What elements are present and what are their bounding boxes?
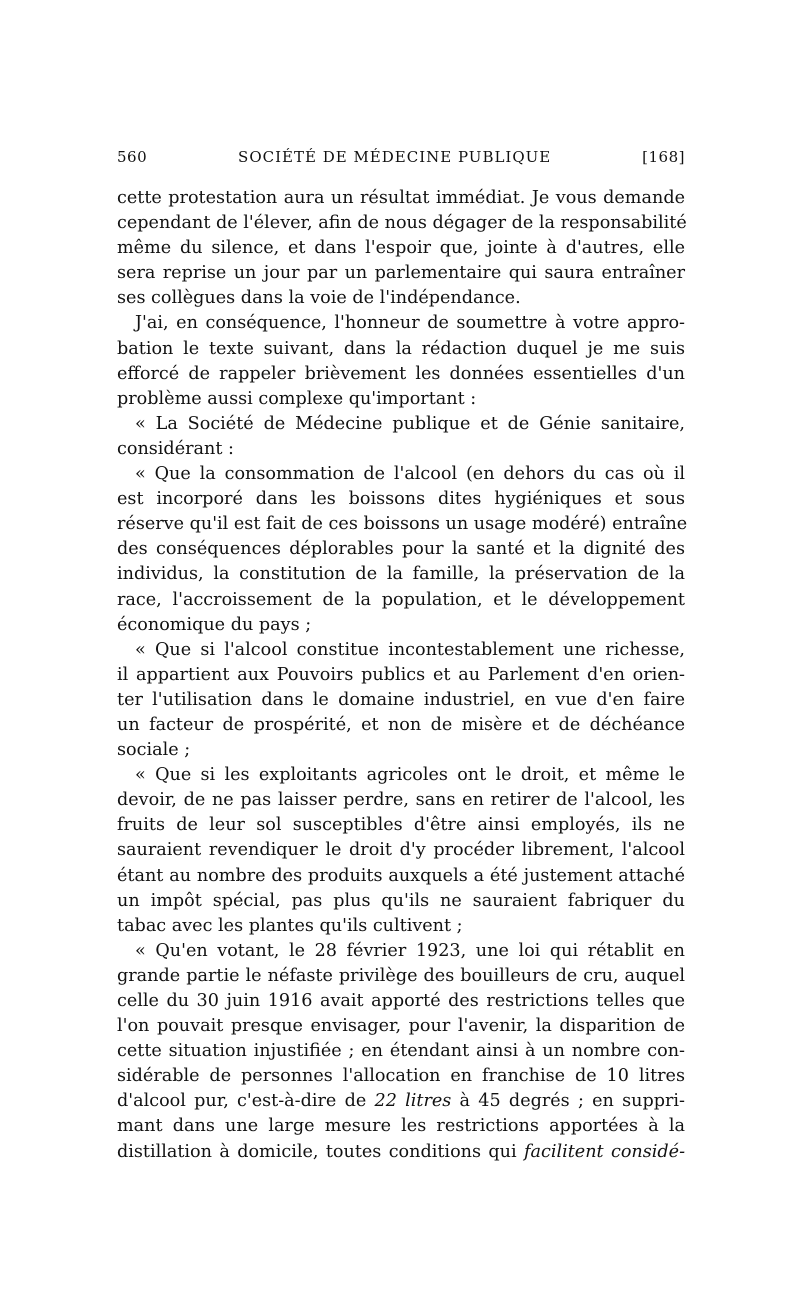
text-line: mant dans une large mesure les restrictions apportées à la bbox=[117, 1116, 685, 1137]
text-line: ses collègues dans la voie de l'indépendance. bbox=[117, 288, 521, 309]
text-segment: d'alcool pur, c'est-à-dire de bbox=[117, 1091, 367, 1112]
text-line: celle du 30 juin 1916 avait apporté des restrictions telles que bbox=[117, 991, 685, 1011]
text-line: efforcé de rappeler brièvement les données essentielles d'un bbox=[117, 363, 685, 384]
text-segment: à 45 degrés ; en suppri- bbox=[451, 1091, 685, 1112]
text-line-mixed bbox=[117, 1140, 685, 1165]
running-head bbox=[117, 148, 685, 172]
text-line: « Que la consommation de l'alcool (en dehors du cas où il bbox=[135, 464, 685, 485]
page-number: 560 bbox=[117, 148, 148, 166]
book-page bbox=[117, 148, 688, 1165]
text-line: un facteur de prospérité, et non de misère et de déchéance bbox=[117, 714, 685, 735]
text-line: J'ai, en conséquence, l'honneur de soumettre à votre appro- bbox=[135, 313, 685, 334]
text-line: « Que si l'alcool constitue incontestablement une richesse, bbox=[135, 639, 685, 660]
text-line: fruits de leur sol susceptibles d'être ainsi employés, ils ne bbox=[117, 815, 685, 836]
text-line: même du silence, et dans l'espoir que, jointe à d'autres, elle bbox=[117, 238, 685, 259]
text-line: l'on pouvait presque envisager, pour l'avenir, la disparition de bbox=[117, 1016, 685, 1037]
text-line: est incorporé dans les boissons dites hygiéniques et sous bbox=[117, 489, 685, 510]
text-line: économique du pays ; bbox=[117, 614, 312, 635]
text-line-mixed bbox=[117, 1089, 685, 1114]
body-text bbox=[117, 186, 688, 1165]
running-title: SOCIÉTÉ DE MÉDECINE PUBLIQUE bbox=[238, 148, 552, 166]
bracket-page-number: [168] bbox=[642, 148, 685, 166]
italic-segment: facilitent considé- bbox=[523, 1141, 686, 1162]
text-line: sera reprise un jour par un parlementaire qui saura entraîner bbox=[117, 263, 685, 284]
text-line: individus, la constitution de la famille, la préservation de la bbox=[117, 564, 685, 585]
text-line: ter l'utilisation dans le domaine industriel, en vue d'en faire bbox=[117, 689, 685, 710]
text-line: il appartient aux Pouvoirs publics et au Parlement d'en orien- bbox=[117, 664, 685, 685]
text-line: cette protestation aura un résultat immédiat. Je vous demande bbox=[117, 188, 685, 208]
text-line: un impôt spécial, pas plus qu'ils ne sauraient fabriquer du bbox=[117, 890, 685, 911]
text-segment: distillation à domicile, toutes conditions qui bbox=[117, 1141, 517, 1162]
text-line: étant au nombre des produits auxquels a été justement attaché bbox=[117, 865, 685, 886]
text-line: sociale ; bbox=[117, 740, 191, 761]
text-line: « Qu'en votant, le 28 février 1923, une loi qui rétablit en bbox=[135, 940, 685, 961]
text-line: considérant : bbox=[117, 438, 234, 459]
text-line: race, l'accroissement de la population, et le développement bbox=[117, 589, 685, 610]
text-line: réserve qu'il est fait de ces boissons un usage modéré) entraîne bbox=[117, 514, 688, 535]
text-line: cette situation injustifiée ; en étendant ainsi à un nombre con- bbox=[117, 1041, 685, 1062]
italic-segment: 22 litres bbox=[374, 1091, 452, 1112]
text-line: cependant de l'élever, afin de nous dégager de la responsabilité bbox=[117, 213, 687, 234]
text-line: des conséquences déplorables pour la santé et la dignité des bbox=[117, 539, 685, 560]
text-line: devoir, de ne pas laisser perdre, sans en retirer de l'alcool, les bbox=[117, 790, 685, 811]
text-line: « Que si les exploitants agricoles ont le droit, et même le bbox=[135, 765, 685, 786]
text-line: problème aussi complexe qu'important : bbox=[117, 388, 477, 409]
text-line: grande partie le néfaste privilège des bouilleurs de cru, auquel bbox=[117, 965, 685, 986]
text-line: sauraient revendiquer le droit d'y procéder librement, l'alcool bbox=[117, 840, 685, 861]
text-line: « La Société de Médecine publique et de Génie sanitaire, bbox=[135, 413, 685, 434]
text-line: tabac avec les plantes qu'ils cultivent ; bbox=[117, 915, 463, 936]
text-line: bation le texte suivant, dans la rédaction duquel je me suis bbox=[117, 338, 685, 359]
text-line: sidérable de personnes l'allocation en franchise de 10 litres bbox=[117, 1066, 685, 1087]
